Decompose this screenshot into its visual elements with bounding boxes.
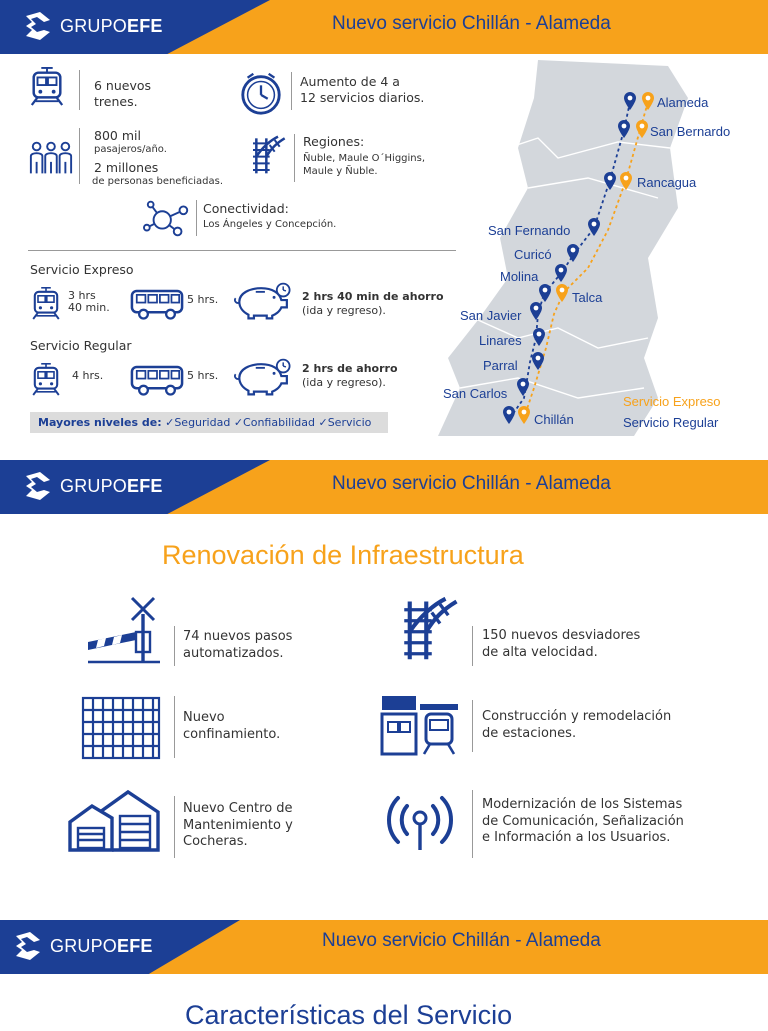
city-talca: Talca: [572, 290, 603, 305]
station-icon: [380, 692, 460, 756]
infra-item-crossings: 74 nuevos pasos automatizados.: [183, 629, 293, 661]
express-train-time: 3 hrs 40 min.: [68, 289, 110, 314]
header-title: Nuevo servicio Chillán - Alameda: [322, 930, 601, 951]
quality-bar: Mayores niveles de: ✓Seguridad ✓Confiabilidad ✓Servicio: [30, 412, 388, 433]
pin-icon: [642, 92, 654, 110]
service-features-title: Características del Servicio: [185, 1000, 513, 1030]
pin-icon: [567, 244, 579, 262]
route-map: [438, 58, 768, 436]
infra-item-fence: Nuevo confinamiento.: [183, 710, 281, 742]
section-overview: [0, 0, 768, 460]
header-title: Nuevo servicio Chillán - Alameda: [332, 13, 611, 34]
pin-icon: [620, 172, 632, 190]
infra-item-communications: Modernización de los Sistemas de Comunicación, Señalización e Información a los Usuarios.: [482, 797, 684, 845]
city-molina: Molina: [500, 269, 539, 284]
pin-icon: [556, 284, 568, 302]
header-banner: [0, 0, 768, 54]
antenna-icon: [380, 788, 460, 852]
regular-train-time: 4 hrs.: [72, 369, 104, 382]
city-rancagua: Rancagua: [637, 175, 697, 190]
city-curico: Curicó: [514, 247, 552, 262]
infra-item-switches: 150 nuevos desviadores de alta velocidad.: [482, 628, 641, 660]
fence-icon: [80, 696, 162, 760]
city-linares: Linares: [479, 333, 522, 348]
pin-icon: [532, 352, 544, 370]
legend-express: Servicio Expreso: [623, 394, 721, 409]
city-san-carlos: San Carlos: [443, 386, 508, 401]
city-san-bernardo: San Bernardo: [650, 124, 731, 139]
train-icon: [28, 64, 66, 108]
efe-logo-icon: [12, 930, 44, 962]
grupo-efe-logo[interactable]: GRUPOEFE: [22, 470, 163, 502]
infrastructure-title: Renovación de Infraestructura: [162, 540, 524, 570]
network-icon: [143, 198, 193, 238]
city-san-javier: San Javier: [460, 308, 522, 323]
train-icon: [30, 360, 62, 398]
pin-icon: [517, 378, 529, 396]
efe-logo-icon: [22, 10, 54, 42]
pin-icon: [604, 172, 616, 190]
regular-saving: 2 hrs de ahorro (ida y regreso).: [302, 362, 398, 389]
depot-icon: [66, 788, 162, 852]
services-stat: Aumento de 4 a 12 servicios diarios.: [300, 74, 425, 105]
divider: [28, 250, 456, 251]
header-title: Nuevo servicio Chillán - Alameda: [332, 473, 611, 494]
grupo-efe-logo[interactable]: GRUPOEFE: [12, 930, 153, 962]
pin-icon: [636, 120, 648, 138]
infra-item-depot: Nuevo Centro de Mantenimiento y Cocheras.: [183, 801, 293, 849]
header-banner: [0, 920, 768, 974]
rail-switch-icon: [248, 134, 288, 176]
people-icon: [28, 140, 74, 176]
pin-icon: [530, 302, 542, 320]
pin-icon: [539, 284, 551, 302]
express-label: Servicio Expreso: [30, 262, 134, 277]
piggy-bank-icon: [232, 280, 296, 322]
regular-label: Servicio Regular: [30, 338, 132, 353]
express-saving: 2 hrs 40 min de ahorro (ida y regreso).: [302, 290, 444, 317]
rail-switch-icon: [396, 594, 462, 664]
efe-logo-icon: [22, 470, 54, 502]
piggy-bank-icon: [232, 356, 296, 398]
train-icon: [30, 284, 62, 322]
grupo-efe-logo[interactable]: GRUPOEFE: [22, 10, 163, 42]
legend-regular: Servicio Regular: [623, 415, 719, 430]
clock-icon: [238, 70, 284, 116]
pin-icon: [588, 218, 600, 236]
city-san-fernando: San Fernando: [488, 223, 571, 238]
pin-icon: [518, 406, 530, 424]
level-crossing-icon: [84, 594, 164, 664]
city-chillan: Chillán: [534, 412, 574, 427]
pin-icon: [555, 264, 567, 282]
regions-stat: Regiones: Ñuble, Maule O´Higgins, Maule y Ñuble.: [303, 134, 426, 177]
header-banner: [0, 460, 768, 514]
bus-icon: [130, 288, 184, 321]
pin-icon: [624, 92, 636, 110]
city-alameda: Alameda: [657, 95, 709, 110]
pin-icon: [618, 120, 630, 138]
city-parral: Parral: [483, 358, 518, 373]
bus-icon: [130, 364, 184, 397]
passengers-stat: 800 mil pasajeros/año. 2 millones de personas beneficiadas.: [92, 128, 224, 187]
regular-bus-time: 5 hrs.: [187, 369, 219, 382]
connectivity-stat: Conectividad: Los Ángeles y Concepción.: [203, 201, 337, 230]
infra-item-stations: Construcción y remodelación de estaciones.: [482, 709, 672, 741]
express-bus-time: 5 hrs.: [187, 293, 219, 306]
trains-stat: 6 nuevos trenes.: [94, 78, 152, 109]
pin-icon: [533, 328, 545, 346]
pin-icon: [503, 406, 515, 424]
